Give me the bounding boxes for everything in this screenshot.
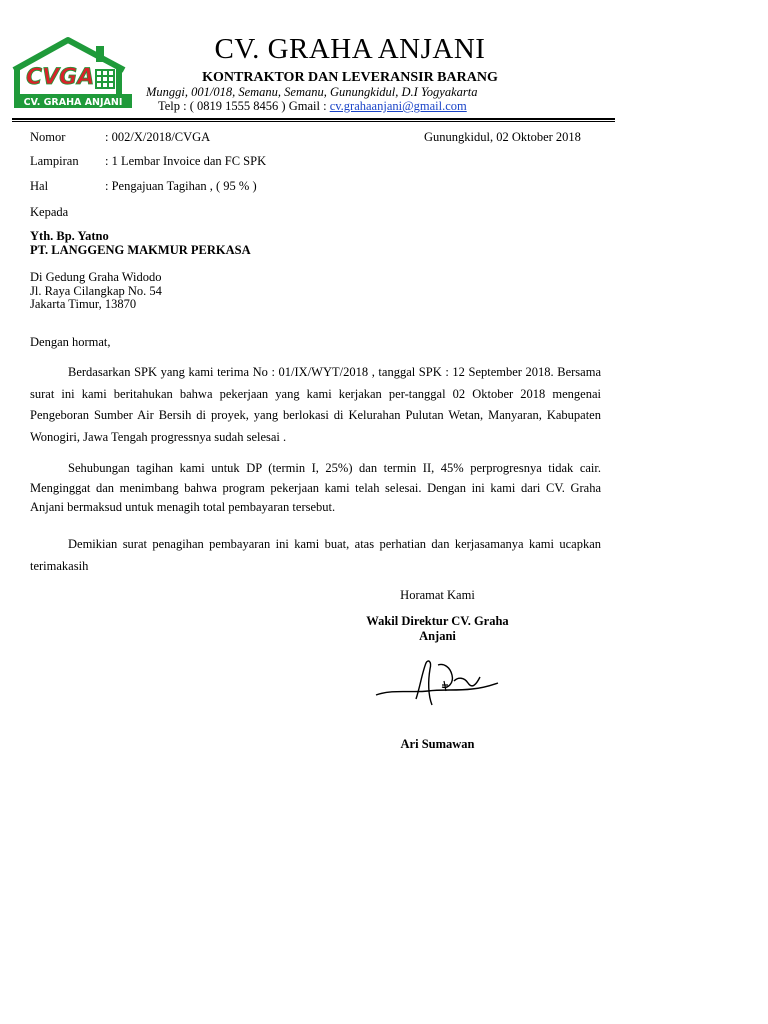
logo-band-text: CV. GRAHA ANJANI [23,97,123,108]
recipient-address-line1: Di Gedung Graha Widodo [30,270,162,284]
paragraph-2: Sehubungan tagihan kami untuk DP (termin I, 25%) dan termin II, 45% perprogresnya tidak cair. Menginggat dan menimbang bahwa program pekerjaan kami telah selesai. Dengan ini kami dari CV. Graha Anjani bermaksud untuk menagih total pembayaran tersebut. [30,461,601,514]
signer-name: Ari Sumawan [400,737,475,751]
contact-phone: Telp : ( 0819 1555 8456 ) Gmail : [158,99,330,113]
recipient-company: PT. LANGGENG MAKMUR PERKASA [30,243,251,257]
company-address: Munggi, 001/018, Semanu, Semanu, Gunungkidul, D.I Yogyakarta [146,85,478,99]
paragraph-3: Demikian surat penagihan pembayaran ini kami buat, atas perhatian dan kerjasamanya kami ucapkan terimakasih [30,537,601,573]
hal-value: : Pengajuan Tagihan , ( 95 % ) [105,179,257,193]
lampiran-label: Lampiran [30,154,79,168]
logo-wall-left [14,68,20,96]
header-divider-thick [12,118,615,120]
recipient-address-line3: Jakarta Timur, 13870 [30,297,137,311]
company-name: CV. GRAHA ANJANI [214,33,486,65]
handwritten-signature [372,655,504,715]
hal-label: Hal [30,179,49,193]
kepada-label: Kepada [30,205,69,219]
company-contact [158,99,578,114]
lampiran-value: : 1 Lembar Invoice dan FC SPK [105,154,267,168]
company-tagline: KONTRAKTOR DAN LEVERANSIR BARANG [202,70,498,85]
logo-initials: CVGA [26,65,95,90]
logo-window [96,70,114,88]
recipient-address-line2: Jl. Raya Cilangkap No. 54 [30,284,162,298]
signer-title-line1: Wakil Direktur CV. Graha [366,614,509,628]
closing: Horamat Kami [400,588,475,602]
company-logo [10,36,135,112]
logo-wall-right [116,68,122,96]
greeting: Dengan hormat, [30,335,111,349]
header-divider-thin [12,121,615,122]
paragraph-1: Berdasarkan SPK yang kami terima No : 01/IX/WYT/2018 , tanggal SPK : 12 September 2018. Bersama surat ini kami beritahukan bahwa pekerjaan yang kami kerjakan per-tanggal 02 Oktober 2018 mengenai Pengeboran Sumber Air Bersih di proyek, yang berlokasi di Kelurahan Pulutan Wetan, Manyaran, Kabupaten Wonogiri, Jawa Tengah progressnya sudah selesai . [30,365,601,444]
nomor-label: Nomor [30,130,66,144]
logo-chimney [96,46,104,62]
signer-title-line2: Anjani [419,629,456,643]
contact-email-link[interactable]: cv.grahaanjani@gmail.com [329,99,467,113]
recipient-name: Yth. Bp. Yatno [30,229,109,243]
place-date: Gunungkidul, 02 Oktober 2018 [424,130,581,144]
nomor-value: : 002/X/2018/CVGA [105,130,211,144]
